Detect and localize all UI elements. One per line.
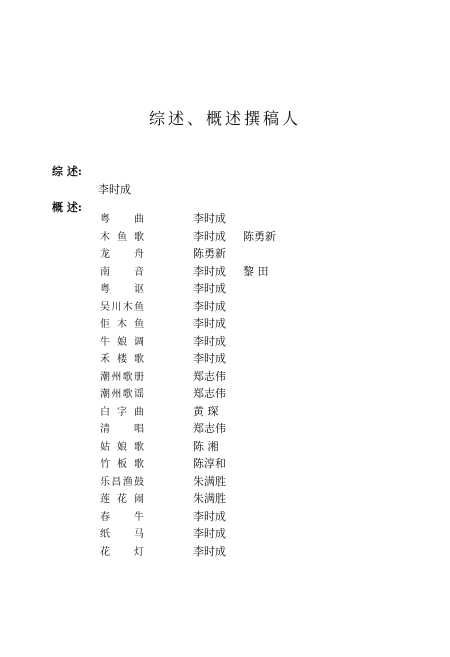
- list-item: [0, 490, 450, 508]
- topic-name: 潮州歌谣: [100, 389, 144, 400]
- author-name: 陈淳和: [193, 457, 226, 470]
- author-name: 陈 湘: [193, 439, 219, 453]
- list-item: [0, 350, 450, 368]
- topic-name: 木鱼歌: [100, 231, 144, 243]
- author-name: 李时成: [193, 544, 226, 558]
- topic-name: 潮州歌册: [100, 371, 144, 383]
- topic-name: 莲花闹: [100, 494, 144, 505]
- list-item: [0, 298, 450, 316]
- author-name: 李时成: [193, 509, 226, 523]
- topic-name: 纸马: [100, 529, 144, 540]
- overview-label: 综 述:: [52, 165, 82, 178]
- author-name: 李时成: [193, 317, 226, 330]
- list-item: [0, 210, 450, 228]
- topic-name: 清唱: [100, 424, 144, 435]
- list-item: [0, 420, 450, 438]
- topic-name: 南音: [100, 266, 144, 278]
- summary-label: 概 述:: [52, 201, 82, 214]
- author-name: 李时成: [193, 212, 226, 225]
- author-name: 黎 田: [243, 264, 269, 278]
- author-name: 李时成: [193, 264, 226, 278]
- author-name: 郑志伟: [193, 387, 226, 400]
- author-name: 李时成: [193, 352, 226, 365]
- page-title: 综述、概述撰稿人: [148, 109, 301, 128]
- list-item: [0, 333, 450, 351]
- author-name: 郑志伟: [193, 369, 226, 383]
- author-name: 黄 琛: [193, 404, 219, 418]
- list-item: [0, 315, 450, 333]
- list-item: [0, 280, 450, 298]
- list-item: [0, 508, 450, 526]
- list-item: [0, 228, 450, 246]
- topic-name: 姑娘歌: [100, 441, 144, 453]
- topic-name: 禾楼歌: [100, 354, 144, 365]
- author-name: 朱满胜: [193, 474, 226, 488]
- topic-name: 白字曲: [100, 406, 144, 418]
- summary-list: [0, 210, 450, 560]
- topic-name: 花灯: [100, 546, 144, 558]
- list-item: [0, 473, 450, 491]
- topic-name: 佢木鱼: [100, 319, 144, 330]
- author-name: 郑志伟: [193, 422, 226, 435]
- topic-name: 牛娘调: [100, 336, 144, 348]
- list-item: [0, 368, 450, 386]
- author-name: 李时成: [193, 334, 226, 348]
- topic-name: 春牛: [100, 511, 144, 523]
- list-item: [0, 455, 450, 473]
- list-item: [0, 438, 450, 456]
- author-name: 陈勇新: [193, 247, 226, 260]
- list-item: [0, 385, 450, 403]
- author-name: 陈勇新: [243, 229, 276, 243]
- author-name: 李时成: [193, 299, 226, 313]
- list-item: [0, 525, 450, 543]
- topic-name: 粤曲: [100, 214, 144, 225]
- list-item: [0, 543, 450, 561]
- overview-author: 李时成: [98, 183, 131, 196]
- topic-name: 粤讴: [100, 284, 144, 295]
- topic-name: 龙舟: [100, 249, 144, 260]
- author-name: 朱满胜: [193, 492, 226, 505]
- author-name: 李时成: [193, 527, 226, 540]
- author-name: 李时成: [193, 229, 226, 243]
- list-item: [0, 245, 450, 263]
- author-name: 李时成: [193, 282, 226, 295]
- topic-name: 吴川木鱼: [100, 301, 144, 313]
- topic-name: 乐昌渔鼓: [100, 476, 144, 488]
- topic-name: 竹板歌: [100, 459, 144, 470]
- list-item: [0, 263, 450, 281]
- list-item: [0, 403, 450, 421]
